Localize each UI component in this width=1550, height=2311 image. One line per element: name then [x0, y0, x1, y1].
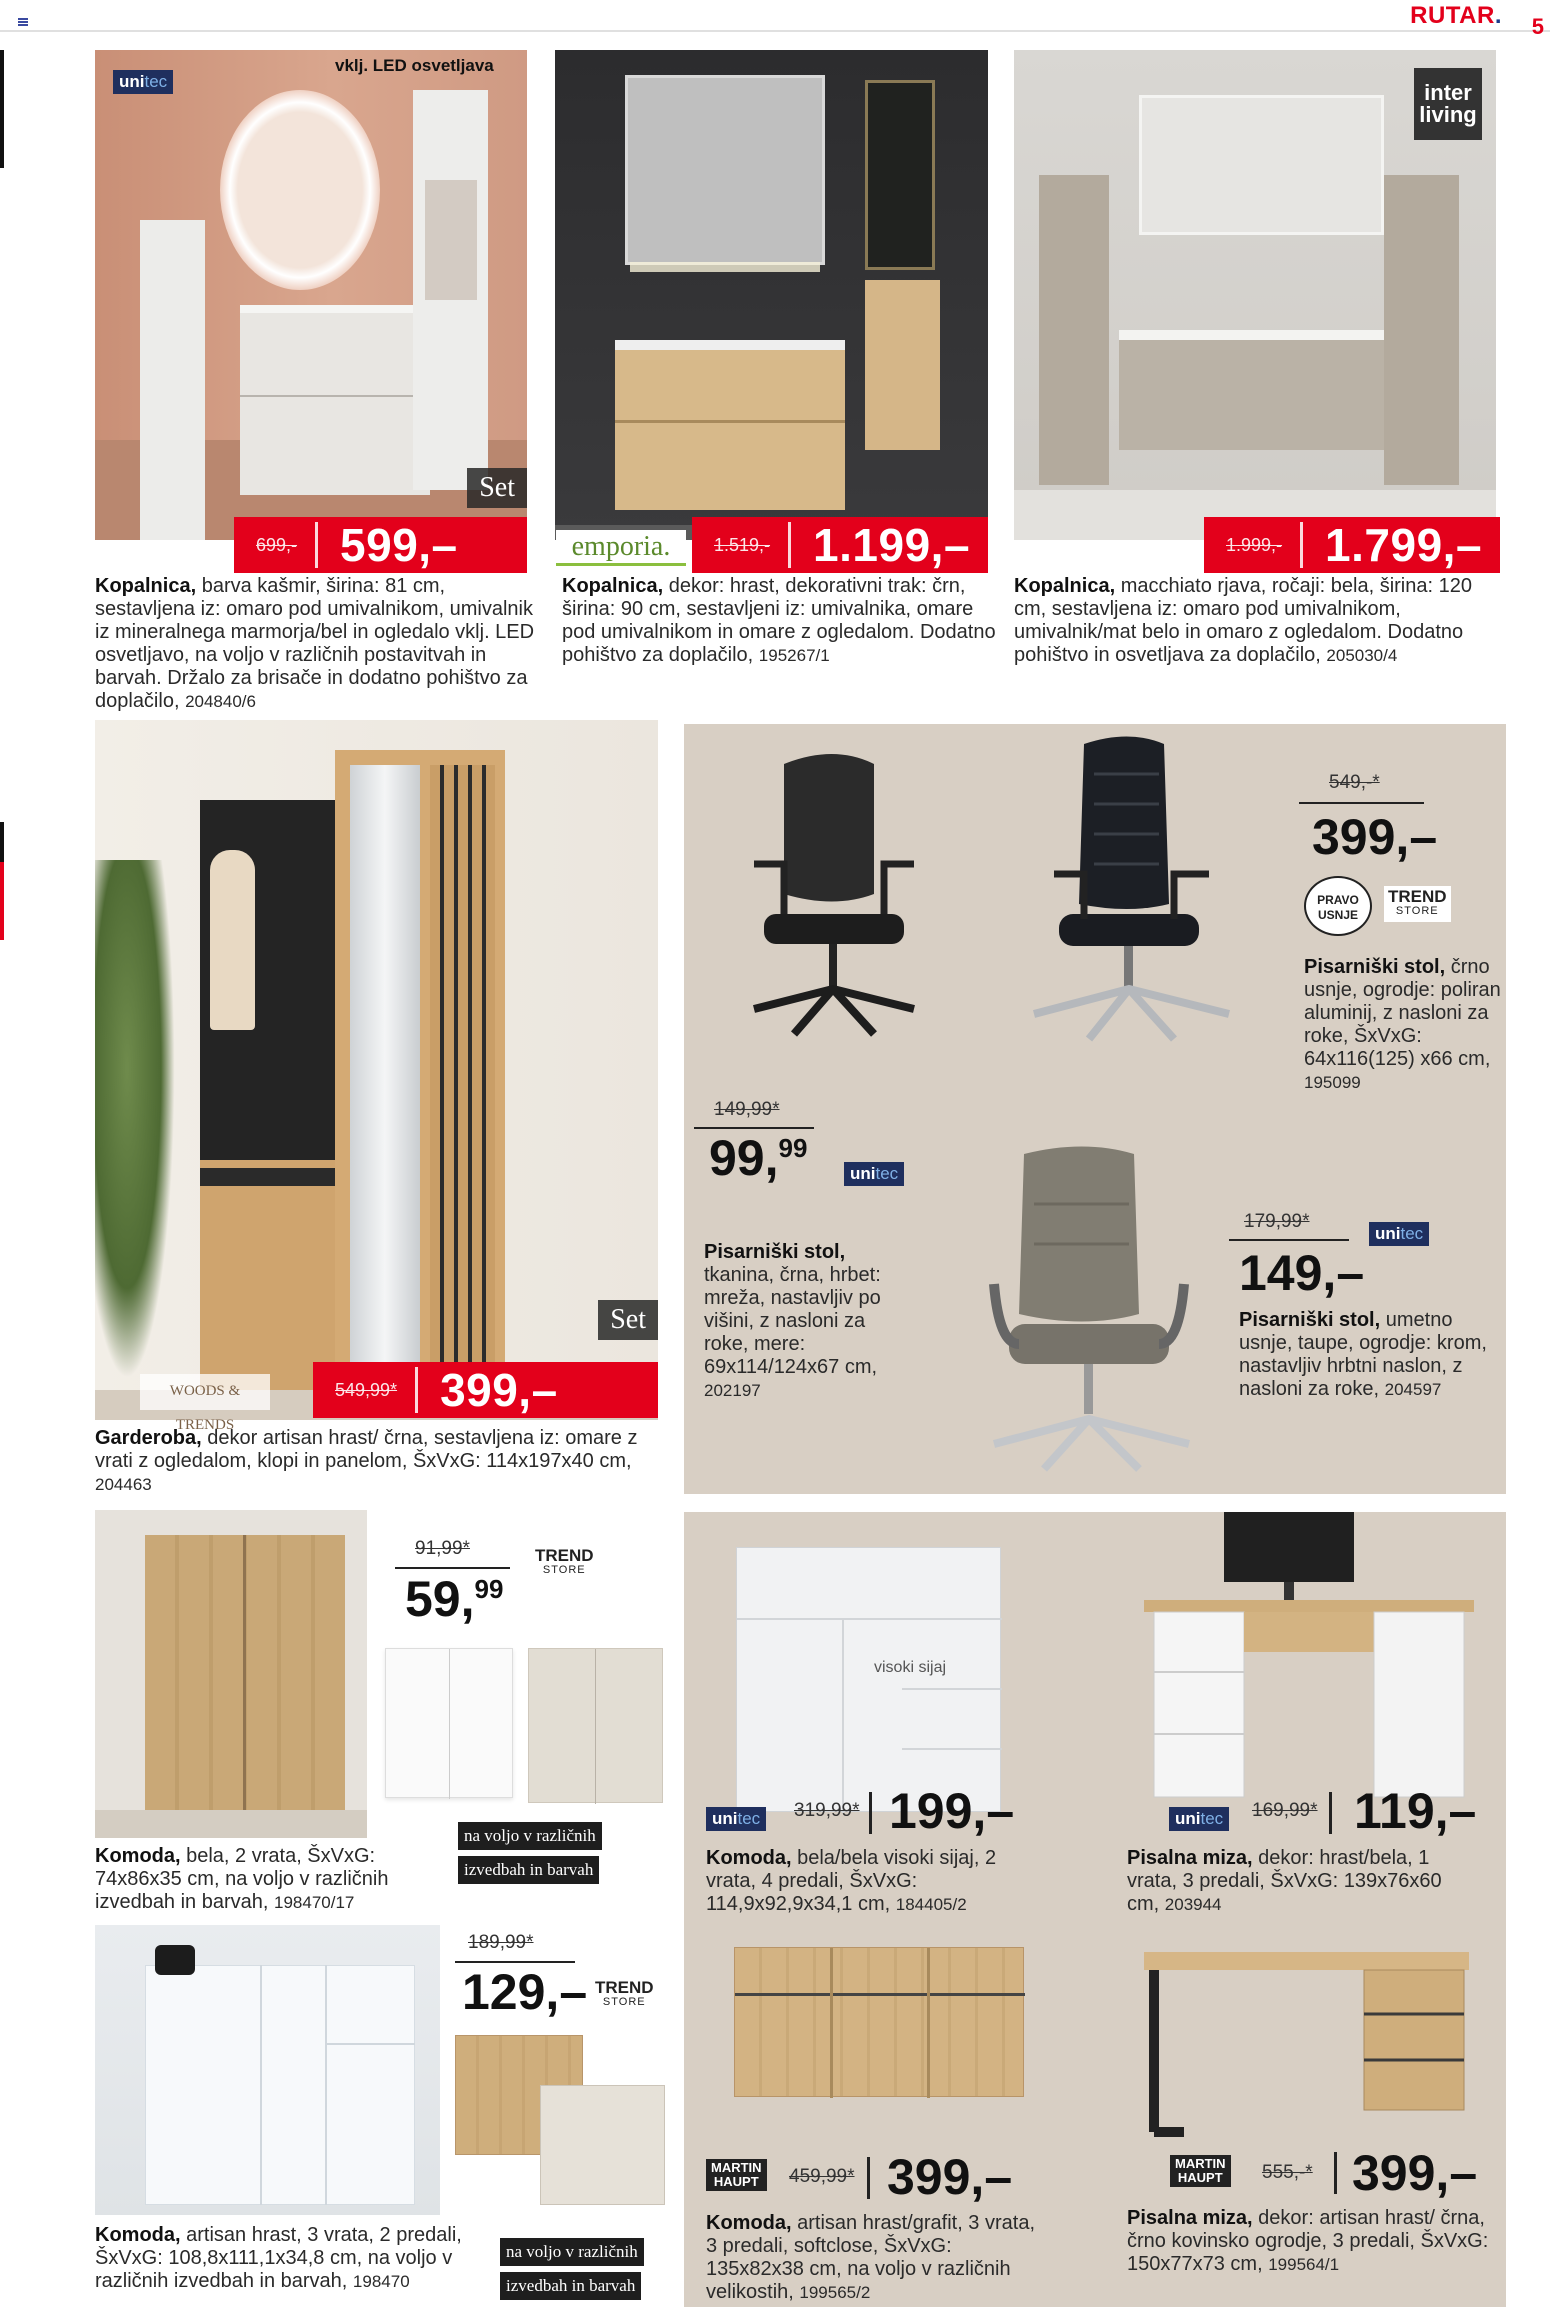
price-separator	[867, 2157, 870, 2199]
dresser1-new-price: 59,99	[405, 1571, 504, 1627]
header-divider	[0, 30, 1550, 32]
dresser2-variant-cream[interactable]	[540, 2085, 665, 2205]
dresser3-description: Komoda, bela/bela visoki sijaj, 2 vrata, 4 predali, ŠxVxG: 114,9x92,9x34,1 cm, 184405/2	[706, 1847, 997, 1915]
bath1-price: 699,- 599,–	[234, 517, 527, 573]
page-number: 5	[1531, 14, 1544, 39]
wardrobe-photo[interactable]	[95, 720, 658, 1420]
unitec-logo: unitec	[1369, 1222, 1429, 1246]
price-separator	[869, 1792, 872, 1834]
woods-trends-logo: WOODS & TRENDS	[140, 1374, 270, 1410]
dresser3-new-price: 199,–	[889, 1783, 1015, 1839]
bath3-photo[interactable]	[1014, 50, 1496, 540]
dresser4-old-price: 459,99*	[789, 2166, 855, 2187]
dresser4-description: Komoda, artisan hrast/grafit, 3 vrata, 3 predali, softclose, ŠxVxG: 135x82x38 cm, na voljo v različnih velikostih, 199565/2	[706, 2212, 1035, 2303]
led-annotation: vklj. LED osvetljava	[335, 56, 494, 75]
variants-chip: izvedbah in barvah	[458, 1856, 599, 1884]
desk2-description: Pisalna miza, dekor: artisan hrast/ črna, črno kovinsko ogrodje, 3 predali, ŠxVxG: 150x77x73 cm, 199564/1	[1127, 2207, 1489, 2275]
edge-marker	[0, 50, 4, 168]
dresser1-description: Komoda, bela, 2 vrata, ŠxVxG: 74x86x35 cm, na voljo v različnih izvedbah in barvah, 198470/17	[95, 1845, 389, 1913]
menu-icon[interactable]	[18, 18, 28, 26]
mesh-chair-new-price: 99,99	[709, 1130, 808, 1186]
bath2-price: 1.519,- 1.199,–	[692, 517, 988, 573]
leather-chair-old-price: 549,-*	[1329, 772, 1380, 793]
taupe-chair-new-price: 149,–	[1239, 1245, 1365, 1301]
bath3-description: Kopalnica, macchiato rjava, ročaji: bela, širina: 120 cm, sestavljena iz: omaro pod umivalnikom, umivalnik/mat belo in omaro z ogledalom. Dodatno pohištvo in osvetljava za doplačilo, 205030/4	[1014, 575, 1472, 666]
brand-logo[interactable]: RUTAR.	[1410, 2, 1502, 29]
dresser2-description: Komoda, artisan hrast, 3 vrata, 2 predali, ŠxVxG: 108,8x111,1x34,8 cm, na voljo v različnih izvedbah in barvah, 198470	[95, 2224, 462, 2292]
wardrobe-price: 549,99* 399,–	[313, 1362, 658, 1418]
price-rule	[1299, 802, 1424, 804]
unitec-logo: unitec	[706, 1807, 766, 1831]
dresser1-photo[interactable]	[95, 1510, 367, 1838]
interliving-logo: inter living	[1414, 68, 1482, 140]
leather-chair-description: Pisarniški stol, črno usnje, ogrodje: poliran aluminij, z nasloni za roke, ŠxVxG: 64x116(125) x66 cm, 195099	[1304, 956, 1501, 1092]
martin-haupt-logo: MARTIN HAUPT	[1170, 2155, 1231, 2187]
leather-chair-new-price: 399,–	[1312, 809, 1438, 865]
lower-products-panel	[684, 1512, 1506, 2307]
trend-store-logo: TREND STORE	[595, 1978, 654, 2008]
set-badge: Set	[467, 468, 527, 508]
desk1-description: Pisalna miza, dekor: hrast/bela, 1 vrata, 3 predali, ŠxVxG: 139x76x60 cm, 203944	[1127, 1847, 1442, 1915]
dresser2-photo[interactable]	[95, 1925, 440, 2215]
edge-marker	[0, 862, 4, 940]
price-rule	[395, 1567, 510, 1569]
dresser2-new-price: 129,–	[462, 1964, 588, 2020]
desk1-new-price: 119,–	[1354, 1783, 1477, 1839]
mesh-chair-old-price: 149,99*	[714, 1099, 780, 1120]
bath2-description: Kopalnica, dekor: hrast, dekorativni trak: črn, širina: 90 cm, sestavljeni iz: umivalnika, omare pod umivalnikom in omare z ogledalom. Dodatno pohištvo za doplačilo, 195267/1	[562, 575, 996, 666]
dresser1-old-price: 91,99*	[415, 1538, 470, 1559]
high-gloss-label: visoki sijaj	[874, 1659, 947, 1676]
unitec-logo: unitec	[844, 1162, 904, 1186]
desk2-new-price: 399,–	[1352, 2145, 1478, 2201]
dresser1-variant-beige[interactable]	[528, 1648, 663, 1803]
wardrobe-description: Garderoba, dekor artisan hrast/ črna, sestavljena iz: omare z vrati z ogledalom, klopi in panelom, ŠxVxG: 114x197x40 cm, 204463	[95, 1427, 638, 1494]
desk1-illustration	[1144, 1512, 1474, 1802]
unitec-logo: unitec	[113, 70, 173, 94]
bath1-description: Kopalnica, barva kašmir, širina: 81 cm, sestavljena iz: omaro pod umivalnikom, umivalnik iz mineralnega marmorja/bel in ogledalo vklj. LED osvetljavo, na voljo v različnih postavitvah in barvah. Držalo za brisače in dodatno pohištvo za doplačilo, 204840/6	[95, 575, 535, 712]
dresser1-variant-white[interactable]	[385, 1648, 513, 1798]
dresser3-photo[interactable]	[736, 1547, 1001, 1812]
trend-store-logo: TREND STORE	[1384, 886, 1451, 922]
taupe-chair-description: Pisarniški stol, umetno usnje, taupe, ogrodje: krom, nastavljiv hrbtni naslon, z nasloni za roke, 204597	[1239, 1309, 1487, 1400]
dresser2-old-price: 189,99*	[468, 1932, 534, 1953]
desk1-old-price: 169,99*	[1252, 1800, 1318, 1821]
pravo-usnje-badge: PRAVO USNJE	[1304, 876, 1372, 936]
edge-marker	[0, 822, 4, 862]
price-rule	[1229, 1239, 1349, 1241]
desk2-old-price: 555,-*	[1262, 2162, 1313, 2183]
variants-chip: na voljo v različnih	[500, 2238, 644, 2266]
mesh-chair-description: Pisarniški stol, tkanina, črna, hrbet: mreža, nastavljiv po višini, z nasloni za roke, mere: 69x114/124x67 cm, 202197	[704, 1241, 881, 1400]
taupe-chair-old-price: 179,99*	[1244, 1211, 1310, 1232]
set-badge: Set	[598, 1300, 658, 1340]
dresser3-old-price: 319,99*	[794, 1800, 860, 1821]
mesh-chair-illustration	[724, 744, 944, 1044]
bath3-price: 1.999,- 1.799,–	[1204, 517, 1500, 573]
dresser4-new-price: 399,–	[887, 2149, 1013, 2205]
price-separator	[1334, 2152, 1337, 2194]
leather-chair-illustration	[1014, 734, 1244, 1044]
variants-chip: na voljo v različnih	[458, 1822, 602, 1850]
trend-store-logo: TREND STORE	[535, 1546, 594, 1576]
unitec-logo: unitec	[1169, 1807, 1229, 1831]
variants-chip: izvedbah in barvah	[500, 2272, 641, 2300]
chairs-panel	[684, 724, 1506, 1494]
desk2-illustration	[1144, 1952, 1474, 2142]
bath2-photo[interactable]	[555, 50, 988, 540]
dresser4-photo[interactable]	[734, 1947, 1024, 2097]
martin-haupt-logo: MARTIN HAUPT	[706, 2159, 767, 2191]
taupe-chair-illustration	[974, 1144, 1204, 1474]
emporia-logo: emporia.	[556, 530, 686, 566]
price-separator	[1329, 1792, 1332, 1834]
bath1-photo[interactable]	[95, 50, 527, 540]
